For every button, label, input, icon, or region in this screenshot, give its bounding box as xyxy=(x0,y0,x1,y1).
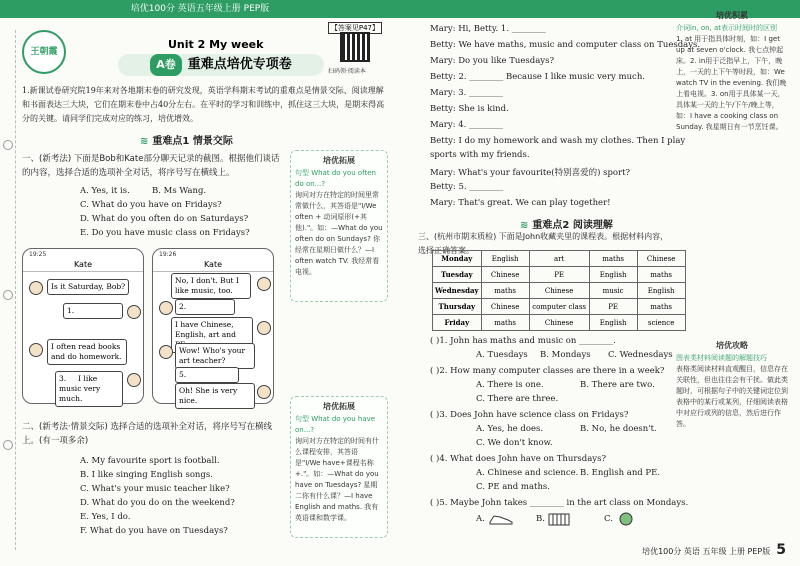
question-stem: ( )1. John has maths and music on ________. xyxy=(430,336,616,346)
tip-body: 1. at 用于指具体时刻，如：I get up at seven o'clock. 我七点钟起床。2. in用于泛指早上，下午，晚上，一天的上下午等时段，如：We watch TV in the evening. 我们晚上看电视。3. on用于具体某一天，具体某一天的上午/下午/晚上等，如：I have a cooking class on Sunday. 我星期日有一节烹饪课。 xyxy=(676,35,787,131)
section-title: 阅读理解 xyxy=(572,220,613,231)
choice: C. xyxy=(604,514,613,524)
option: E. Yes, I do. xyxy=(80,512,131,522)
chat-bubble: I often read books and do homework. xyxy=(47,339,127,365)
option: D. What do you often do on Saturdays? xyxy=(80,214,249,224)
tip-subtitle: 介词in, on, at表示时间时的区别 xyxy=(676,24,778,32)
dialog-line: Mary: 4. ________ xyxy=(430,120,504,130)
table-cell: English xyxy=(481,251,529,267)
table-row xyxy=(433,267,686,283)
table-cell: maths xyxy=(637,299,685,315)
tip-subtitle: 句型 What do you often do on...? xyxy=(295,169,376,188)
question-stem: ( )4. What does John have on Thursdays? xyxy=(430,454,607,464)
choice: B. No, he doesn't. xyxy=(580,424,657,434)
avatar xyxy=(29,343,43,357)
tip-body: 询问对方在特定的时间有什么课程安排，其答语是"I/We have+课程名称+."。如：—What do you have on Tuesdays? 星期二你有什么课？—I have English and maths. 我有英语课和数学课。 xyxy=(295,437,379,522)
table-cell: Chinese xyxy=(481,299,529,315)
binding-hole xyxy=(3,290,13,300)
choice: A. Chinese and science. xyxy=(476,468,579,478)
chat-bubble: I have Chinese, English, art and xyxy=(171,317,253,353)
table-cell: PE xyxy=(529,267,589,283)
ball-icon xyxy=(618,512,634,526)
table-cell: computer class xyxy=(529,299,589,315)
option: A. My favourite sport is football. xyxy=(80,456,220,466)
table-cell: maths xyxy=(481,315,529,331)
tip-box-right-1 xyxy=(676,10,788,133)
choice: C. There are three. xyxy=(476,394,559,404)
sneaker-icon xyxy=(488,512,514,526)
option: F. What do you have on Tuesdays? xyxy=(80,526,228,536)
intro-paragraph: 1.新课试卷研究院19年来对各地期末卷的研究发现，英语学科期末考试的重难点是情景交际、阅读理解和书面表达三大块，它们在期末卷中占40分左右。在平时的学习和训练中，抓住这三大块，是期末得高分的关键。请同学们完成对应的练习，培优增效。 xyxy=(22,86,385,123)
section-title: 情景交际 xyxy=(192,136,233,147)
option: C. What's your music teacher like? xyxy=(80,484,230,494)
table-cell: Monday xyxy=(433,251,482,267)
option: E. Do you have music class on Fridays? xyxy=(80,228,250,238)
choice: B. There are two. xyxy=(580,380,655,390)
table-cell: Thursday xyxy=(433,299,482,315)
choice: C. PE and maths. xyxy=(476,482,550,492)
option: B. Ms Wang. xyxy=(152,186,207,196)
table-cell: Chinese xyxy=(637,251,685,267)
dialog-line: Betty: 2. ________ Because I like music very much. xyxy=(430,72,645,82)
qr-caption: 扫码领·阅读本 xyxy=(328,68,366,75)
question-1-lead: 一、(新考法) 下面是Bob和Kate部分聊天记录的截图。根据他们谈话的内容，选择合适的选项补全对话，将序号写在横线上。 xyxy=(22,154,280,178)
table-cell: English xyxy=(589,267,637,283)
status-time: 19:25 xyxy=(29,251,47,258)
dialog-line: sports with my friends. xyxy=(430,150,530,160)
table-cell: art xyxy=(529,251,589,267)
section-label: 重难点2 xyxy=(532,220,570,231)
answer-reference: 【答案见P47】 xyxy=(328,22,382,34)
avatar xyxy=(159,301,173,315)
tip-body: 表格类阅读材料直观醒目，信息存在关联性，但也往往会有干扰。做此类题时，可根据句子中的关键词定位到表格中的某行或某列，仔细阅读表格中对应行或列的信息，然后进行作答。 xyxy=(676,365,788,428)
table-cell: English xyxy=(637,283,685,299)
tip-title: 培优攻略 xyxy=(716,341,748,350)
chat-bubble: Oh! She is very nice. xyxy=(175,383,255,409)
paint-box-icon xyxy=(548,512,570,526)
binding-hole xyxy=(3,140,13,150)
tip-subtitle: 图表类材料阅读题的解题技巧 xyxy=(676,354,767,362)
question-3-lead: 三、(杭州市期末质检) 下面是John收藏夹里的课程表。根据材料内容，选择正确答案。 xyxy=(418,232,669,255)
choice: A. Yes, he does. xyxy=(476,424,544,434)
page-footer xyxy=(642,542,786,558)
binding-margin xyxy=(0,30,16,550)
section-heading-2 xyxy=(520,216,613,231)
chat-bubble-blank: 2. xyxy=(175,299,235,315)
chat-screenshot-left xyxy=(22,248,144,404)
choice: A. There is one. xyxy=(476,380,544,390)
table-cell: maths xyxy=(481,283,529,299)
avatar xyxy=(127,305,141,319)
timetable xyxy=(432,250,686,331)
question-stem: ( )5. Maybe John takes ________ in the art class on Mondays. xyxy=(430,498,689,508)
tip-title: 培优积累 xyxy=(716,11,748,20)
table-cell: music xyxy=(589,283,637,299)
avatar xyxy=(257,277,271,291)
unit-title: Unit 2 My week xyxy=(168,38,264,51)
chat-screenshot-right xyxy=(152,248,274,404)
choice: B. Mondays xyxy=(540,350,591,360)
table-cell: science xyxy=(637,315,685,331)
table-row xyxy=(433,251,686,267)
table-row xyxy=(433,283,686,299)
question-2-lead: 二、(新考法·情景交际) 选择合适的选项补全对话，将序号写在横线上。(有一项多余) xyxy=(22,422,273,446)
dialog-line: Mary: Do you like Tuesdays? xyxy=(430,56,555,66)
blank-number: 3. xyxy=(59,374,67,383)
chat-bubble-blank: 5. xyxy=(175,367,239,383)
dialog-line: Mary: Hi, Betty. 1. ________ xyxy=(430,24,546,34)
chat-bubble xyxy=(55,371,123,407)
tip-box-right-2 xyxy=(676,340,788,430)
table-cell: Chinese xyxy=(529,315,589,331)
table-row xyxy=(433,299,686,315)
choice: A. xyxy=(476,514,485,524)
wave-icon: ≋ xyxy=(520,220,529,231)
dialog-line: Betty: She is kind. xyxy=(430,104,509,114)
table-cell: Tuesday xyxy=(433,267,482,283)
chat-bubble: Wow! Who's your art teacher? xyxy=(175,343,255,369)
choice: C. Wednesdays xyxy=(608,350,673,360)
dialog-line: Mary: What's your favourite(特别喜爱的) sport? xyxy=(430,168,631,178)
chat-bubble: No, I don't. But I like music, too. xyxy=(171,273,251,299)
section-heading-1 xyxy=(140,132,233,147)
table-cell: Friday xyxy=(433,315,482,331)
option: C. What do you have on Fridays? xyxy=(80,200,222,210)
chat-bubble: Is it Saturday, Bob? xyxy=(47,279,129,295)
tip-box-2 xyxy=(290,396,388,538)
avatar xyxy=(29,281,43,295)
status-time: 19:26 xyxy=(159,251,177,258)
dialog-line: Mary: That's great. We can play together! xyxy=(430,198,611,208)
option: B. I like singing English songs. xyxy=(80,470,213,480)
choice: A. Tuesdays xyxy=(476,350,528,360)
choice: B. English and PE. xyxy=(580,468,661,478)
title-text: 重难点培优专项卷 xyxy=(187,57,292,72)
question-stem: ( )2. How many computer classes are there in a week? xyxy=(430,366,665,376)
tip-box-1 xyxy=(290,150,388,302)
table-cell: PE xyxy=(589,299,637,315)
chat-contact: Kate xyxy=(153,260,273,272)
bubble-text: I like music very much. xyxy=(59,374,101,403)
page-title xyxy=(118,54,324,76)
binding-hole xyxy=(3,440,13,450)
tip-body: 询问对方在特定的时间里常常做什么，其答语是"I/We often + 动词原形(+其他)."。如：—What do you often do on Sundays? 你经常在星期日做什么？—I often watch TV. 我经常看电视。 xyxy=(295,191,383,276)
brand-logo: 王朝霞 xyxy=(22,30,66,74)
choice: C. We don't know. xyxy=(476,438,553,448)
avatar xyxy=(127,373,141,387)
dialog-line: Betty: We have maths, music and computer class on Tuesdays. xyxy=(430,40,701,50)
footer-text: 培优100分 英语 五年级 上册 PEP版 xyxy=(642,547,771,556)
question-stem: ( )3. Does John have science class on Fridays? xyxy=(430,410,629,420)
dialog-line: Mary: 3. ________ xyxy=(430,88,504,98)
option: D. What do you do on the weekend? xyxy=(80,498,235,508)
dialog-line: Betty: 5. ________ xyxy=(430,182,504,192)
page-number: 5 xyxy=(776,542,786,558)
tip-title: 培优拓展 xyxy=(323,156,355,165)
table-row xyxy=(433,315,686,331)
chat-bubble-blank: 1. xyxy=(63,303,123,319)
tip-title: 培优拓展 xyxy=(323,402,355,411)
paper-tag: A卷 xyxy=(150,54,182,76)
option: A. Yes, it is. xyxy=(80,186,130,196)
section-label: 重难点1 xyxy=(152,136,190,147)
table-cell: Wednesday xyxy=(433,283,482,299)
avatar xyxy=(257,321,271,335)
top-strip: 培优100分 英语五年级上册 PEP版 xyxy=(0,0,400,18)
table-cell: maths xyxy=(637,267,685,283)
avatar xyxy=(257,385,271,399)
table-cell: maths xyxy=(589,251,637,267)
qr-code-icon[interactable] xyxy=(340,32,370,62)
dialog-line: Betty: I do my homework and wash my clothes. Then I play xyxy=(430,136,686,146)
avatar xyxy=(159,345,173,359)
table-cell: Chinese xyxy=(481,267,529,283)
chat-contact: Kate xyxy=(23,260,143,272)
table-cell: English xyxy=(589,315,637,331)
wave-icon: ≋ xyxy=(140,136,149,147)
tip-subtitle: 句型 What do you have on...? xyxy=(295,415,376,434)
table-cell: Chinese xyxy=(529,283,589,299)
choice: B. xyxy=(536,514,545,524)
